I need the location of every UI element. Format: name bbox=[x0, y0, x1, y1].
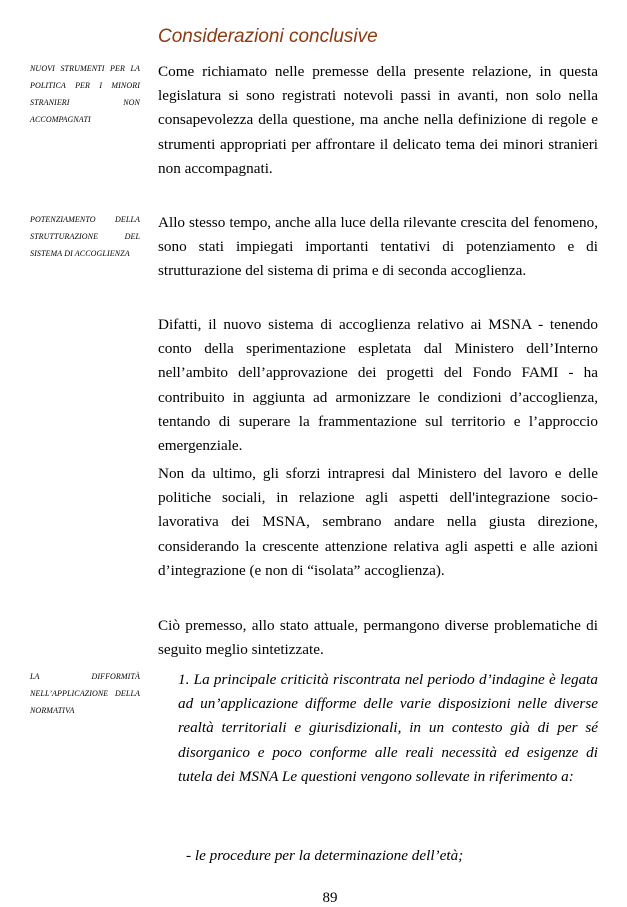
margin-note-reception-system: POTENZIAMENTO DELLA STRUTTURAZIONE DEL SISTEMA DI ACCOGLIENZA bbox=[30, 215, 140, 258]
numbered-point-1: 1. La principale criticità riscontrata nel periodo d’indagine è legata ad un’applicazione difforme delle varie disposizioni nelle diverse realtà territoriali e giurisdizionali, in un contesto già di per sé disorganico e poco conforme alle reali necessità ed esigenze di tutela dei MSNA Le questioni vengono sollevate in riferimento a: bbox=[178, 671, 598, 785]
paragraph-new-tools: Come richiamato nelle premesse della presente relazione, in questa legislatura si sono registrati notevoli passi in avanti, non solo nella consapevolezza della questione, ma anche nella definizione di regole e strumenti appropriati per affrontare il delicato tema dei minori stranieri non accompagnati. bbox=[158, 63, 598, 177]
margin-note-regulation-disparity: LA DIFFORMITÀ NELL’APPLICAZIONE DELLA NORMATIVA bbox=[30, 672, 140, 715]
paragraph-labour-ministry: Non da ultimo, gli sforzi intrapresi dal Ministero del lavoro e delle politiche sociali, in relazione agli aspetti dell'integrazione socio-lavorativa dei MSNA, sembrano andare nella giusta direzione, considerando la crescente attenzione relativa agli aspetti e alle azioni d’integrazione (e non di “isolata” accoglienza). bbox=[158, 465, 598, 579]
margin-note-new-tools: NUOVI STRUMENTI PER LA POLITICA PER I MINORI STRANIERI NON ACCOMPAGNATI bbox=[30, 64, 140, 124]
paragraph-reception-growth: Allo stesso tempo, anche alla luce della rilevante crescita del fenomeno, sono stati impiegati importanti tentativi di potenziamento e di strutturazione del sistema di prima e di seconda accoglienza. bbox=[158, 214, 598, 280]
list-item-age-determination: - le procedure per la determinazione dell’età; bbox=[186, 847, 464, 864]
paragraph-new-reception-system: Difatti, il nuovo sistema di accoglienza relativo ai MSNA - tenendo conto della sperimentazione espletata dal Ministero dell’Interno nell’ambito dell’approvazione dei progetti del Fondo FAMI - ha contribuito in aggiunta ad armonizzare le condizioni d’accoglienza, tentando di superare la frammentazione sul territorio e l’approccio emergenziale. bbox=[158, 316, 598, 455]
paragraph-remaining-issues: Ciò premesso, allo stato attuale, permangono diverse problematiche di seguito meglio sintetizzate. bbox=[158, 617, 598, 659]
page-number: 89 bbox=[322, 890, 338, 906]
section-title: Considerazioni conclusive bbox=[158, 26, 378, 47]
